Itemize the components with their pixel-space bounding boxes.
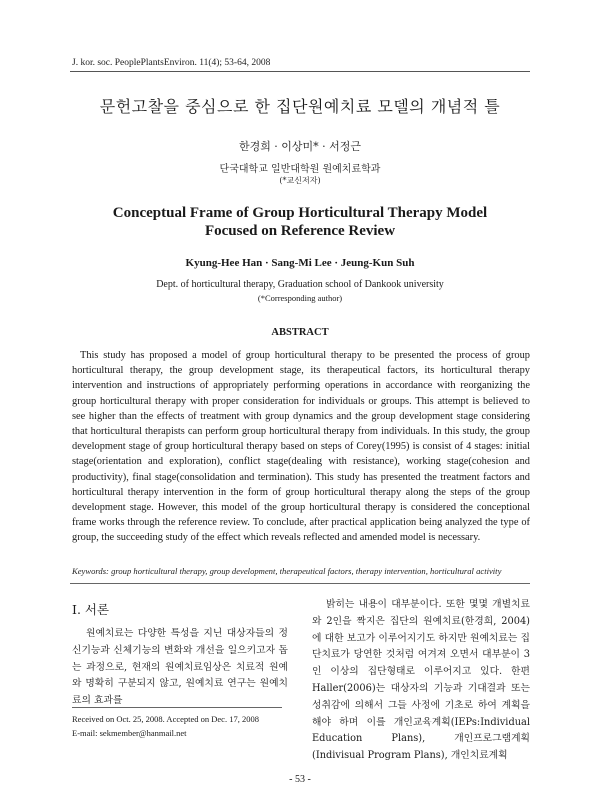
abstract-heading: ABSTRACT	[271, 327, 329, 338]
contact-email: E-mail: sekmember@hanmail.net	[72, 728, 187, 738]
english-corresponding-note: (*Corresponding author)	[257, 293, 343, 303]
introduction-heading: Ⅰ. 서론	[72, 602, 110, 617]
journal-reference: J. kor. soc. PeoplePlantsEnviron. 11(4); 53-64, 2008	[72, 58, 271, 68]
introduction-right-column: 밝히는 내용이 대부분이다. 또한 몇몇 개별치료와 2인을 짝지은 집단의 원예치료(한경희, 2004)에 대한 보고가 이루어지기도 하지만 원예치료는 집단치료가 당연한 것처럼 여겨져 오면서 대부분이 3인 이상의 집단형태로 이루어지고 있다. 한편 Haller(2006)는 대상자의 기능과 기대결과 또는 성취감에 의해서 그들 사정에 기초로 하여 계획을 해야 하며 이를 개인교육계획(IEPs:Individual Education Plans), 개인프로그램계획(Indivisual Program Plans), 개인치료계획	[312, 599, 530, 762]
korean-authors: 한경희 · 이상미* · 서정근	[238, 140, 362, 153]
abstract-body: This study has proposed a model of group horticultural therapy to be presented the process of group horticultural therapy, the group development stage, its therapeutical factors, its horticultural therapy intervention and instructions of appropriately performing operations in accordance with reorganizing the group horticultural therapy with proper consideration for individuals or groups. This attempt is believed to see higher than the effects of treatment with group dynamics and the group development stage considering that horticultural therapists can perform group horticultural therapy from individuals. In this study, the group development stage of group horticultural therapy based on steps of Corey(1995) is consist of 4 stages: initial stage(orientation and exploration), conflict stage(dealing with resistance), working stage(cohesion and productivity), final stage(consolidation and termination). This study has presented the treatment factors and horticultural therapy intervention in the form of group horticultural therapy along the steps of the group development stage. However, this model of the group horticultural therapy is considered the conceptional frame works through the reference review. To conclude, after practical application being analyzed the type of group, the succeeding study of the effect which reveals reflected and amended model is necessary.	[72, 350, 530, 544]
korean-corresponding-note: (*교신저자)	[279, 176, 321, 185]
received-dates: Received on Oct. 25, 2008. Accepted on Dec. 17, 2008	[72, 714, 259, 724]
english-authors: Kyung-Hee Han · Sang-Mi Lee · Jeung-Kun Suh	[185, 257, 415, 269]
footnote	[72, 712, 259, 740]
english-title	[0, 204, 600, 240]
korean-title: 문헌고찰을 중심으로 한 집단원예치료 모델의 개념적 틀	[99, 97, 501, 116]
english-title-line-2: Focused on Reference Review	[204, 223, 396, 239]
section-divider	[70, 583, 530, 584]
page-number: - 53 -	[289, 774, 311, 785]
footnote-rule	[72, 707, 282, 708]
english-affiliation: Dept. of horticultural therapy, Graduation school of Dankook university	[156, 279, 444, 290]
keywords: Keywords: group horticultural therapy, group development, therapeutical factors, therapy intervention, horticultural activity	[72, 566, 502, 576]
introduction-left-column: 원예치료는 다양한 특성을 지닌 대상자들의 정신기능과 신체기능의 변화와 개선을 일으키고자 돕는 과정으로, 현재의 원예치료임상은 치료적 원예와 명확히 구분되지 않고, 원예치료 연구는 원예치료의 효과를	[72, 628, 288, 707]
header-rule	[70, 71, 530, 72]
english-title-line-1: Conceptual Frame of Group Horticultural Therapy Model	[112, 205, 488, 221]
korean-affiliation: 단국대학교 일반대학원 원예치료학과	[219, 164, 381, 175]
